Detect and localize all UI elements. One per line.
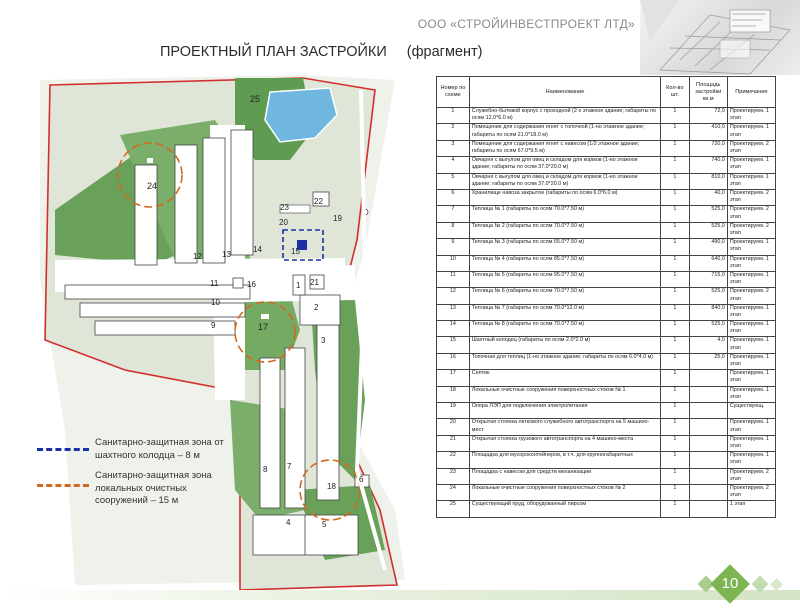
legend-blue-line <box>37 448 89 451</box>
plan-label: 8 <box>263 465 268 474</box>
cell-number: 21 <box>437 435 470 451</box>
cell-number: 5 <box>437 173 470 189</box>
cell-note: Проектируем. 2 этап <box>727 288 775 304</box>
cell-name: Теплица № 7 (габариты по осям 70.0*12.0 м) <box>469 304 660 320</box>
plan-label: 17 <box>258 322 269 332</box>
cell-name: Открытая стоянка грузового автотранспорта на 4 машино-места <box>469 435 660 451</box>
cell-name: Шахтный колодец (габариты по осям 2.0*2.0 м) <box>469 337 660 353</box>
cell-note: Проектируем. 2 этап <box>727 468 775 484</box>
cell-count: 1 <box>661 419 689 435</box>
cell-number: 3 <box>437 140 470 156</box>
decorative-diamond <box>770 578 783 591</box>
company-name: ООО «СТРОЙИНВЕСТПРОЕКТ ЛТД» <box>417 17 635 31</box>
plan-label: 15 <box>291 247 300 256</box>
cell-number: 14 <box>437 321 470 337</box>
cell-area: 640,0 <box>689 255 727 271</box>
table-row <box>437 140 776 156</box>
cell-area: 4,0 <box>689 337 727 353</box>
cell-count: 1 <box>661 501 689 517</box>
plan-label: 24 <box>147 181 158 191</box>
table-row <box>437 468 776 484</box>
cell-number: 13 <box>437 304 470 320</box>
plan-label: 6 <box>359 475 364 484</box>
table-row <box>437 124 776 140</box>
cell-number: 8 <box>437 222 470 238</box>
building-schedule-table <box>436 76 776 560</box>
cell-number: 7 <box>437 206 470 222</box>
table-row <box>437 435 776 451</box>
cell-name: Локальные очистные сооружения поверхностных стоков № 2 <box>469 484 660 500</box>
cell-note: Проектируем. 1 этап <box>727 386 775 402</box>
cell-area: 720,0 <box>689 140 727 156</box>
cell-area: 72,0 <box>689 108 727 124</box>
cell-area <box>689 452 727 468</box>
cell-note: Существующ. <box>727 403 775 419</box>
cell-note: 1 этап <box>727 501 775 517</box>
table-row <box>437 353 776 369</box>
cell-area <box>689 501 727 517</box>
cell-note: Проектируем. 1 этап <box>727 239 775 255</box>
cell-area <box>689 419 727 435</box>
cell-note: Проектируем. 2 этап <box>727 222 775 238</box>
cell-number: 9 <box>437 239 470 255</box>
cell-count: 1 <box>661 353 689 369</box>
cell-name: Локальные очистные сооружения поверхностных стоков № 1 <box>469 386 660 402</box>
table-row <box>437 321 776 337</box>
table-row <box>437 386 776 402</box>
header-note: Примечание <box>727 77 775 108</box>
cell-note: Проектируем. 1 этап <box>727 435 775 451</box>
table-row <box>437 484 776 500</box>
title-fragment: (фрагмент) <box>406 44 483 60</box>
cell-number: 19 <box>437 403 470 419</box>
cell-count: 1 <box>661 271 689 287</box>
cell-number: 20 <box>437 419 470 435</box>
cell-number: 23 <box>437 468 470 484</box>
cell-area: 25,0 <box>689 353 727 369</box>
cell-name: Теплица № 4 (габариты по осям 85.0*7.50 м) <box>469 255 660 271</box>
cell-note: Проектируем. 2 этап <box>727 189 775 205</box>
cell-count: 1 <box>661 484 689 500</box>
legend-orange-text: Санитарно-защитная зона локальных очистных сооружений – 15 м <box>95 470 212 506</box>
cell-count: 1 <box>661 173 689 189</box>
table-row <box>437 271 776 287</box>
cell-number: 17 <box>437 370 470 386</box>
cell-number: 11 <box>437 271 470 287</box>
cell-note: Проектируем. 1 этап <box>727 255 775 271</box>
cell-name: Теплица № 8 (габариты по осям 70.0*7.50 м) <box>469 321 660 337</box>
legend-orange-line <box>37 484 89 487</box>
cell-name: Овчарня с выгулом для овец и складом для кормов (1-но этажное здание; габариты по осям 37.0*20.0 м) <box>469 157 660 173</box>
cell-number: 10 <box>437 255 470 271</box>
cell-count: 1 <box>661 206 689 222</box>
cell-area <box>689 484 727 500</box>
cell-area: 410,0 <box>689 124 727 140</box>
cell-note: Проектируем. 1 этап <box>727 271 775 287</box>
cell-area <box>689 386 727 402</box>
cell-number: 22 <box>437 452 470 468</box>
cell-area: 810,0 <box>689 173 727 189</box>
table-row <box>437 288 776 304</box>
table-row <box>437 452 776 468</box>
cell-name: Открытая стоянка легкового служебного автотранспорта на 5 машино-мест <box>469 419 660 435</box>
plan-label: 4 <box>286 518 291 527</box>
table-row <box>437 304 776 320</box>
table-row <box>437 337 776 353</box>
cell-note: Проектируем. 1 этап <box>727 173 775 189</box>
table-row <box>437 157 776 173</box>
table-row <box>437 403 776 419</box>
cell-area <box>689 435 727 451</box>
plan-label: 16 <box>247 280 256 289</box>
cell-area: 525,0 <box>689 321 727 337</box>
table-row <box>437 173 776 189</box>
cell-area: 840,0 <box>689 304 727 320</box>
cell-note: Проектируем. 1 этап <box>727 108 775 124</box>
plan-label: 25 <box>250 94 261 104</box>
cell-note: Проектируем. 1 этап <box>727 370 775 386</box>
cell-count: 1 <box>661 435 689 451</box>
cell-count: 1 <box>661 189 689 205</box>
cell-name: Теплица № 1 (габариты по осям 70.0*7.50 м) <box>469 206 660 222</box>
cell-number: 18 <box>437 386 470 402</box>
plan-label: 18 <box>327 482 336 491</box>
plan-label: 23 <box>280 203 289 212</box>
cell-count: 1 <box>661 304 689 320</box>
cell-name: Септик <box>469 370 660 386</box>
table-row <box>437 419 776 435</box>
plan-label: 3 <box>321 336 326 345</box>
cell-name: Теплица № 5 (габариты по осям 95.0*7.50 м) <box>469 271 660 287</box>
cell-area: 525,0 <box>689 222 727 238</box>
cell-note: Проектируем. 2 этап <box>727 140 775 156</box>
cell-count: 1 <box>661 288 689 304</box>
cell-count: 1 <box>661 386 689 402</box>
page-number: 10 <box>721 575 739 592</box>
cell-note: Проектируем. 1 этап <box>727 452 775 468</box>
plan-label: 19 <box>333 214 342 223</box>
cell-name: Теплица № 2 (габариты по осям 70.0*7.50 м) <box>469 222 660 238</box>
plan-label: 12 <box>193 252 202 261</box>
cell-note: Проектируем. 1 этап <box>727 157 775 173</box>
cell-name: Теплица № 3 (габариты по осям 65.0*7.50 м) <box>469 239 660 255</box>
cell-name: Хранилище навоза закрытое (габариты по осям 6.0*6.0 м) <box>469 189 660 205</box>
cell-area <box>689 370 727 386</box>
cell-note: Проектируем. 2 этап <box>727 484 775 500</box>
plan-label: 1 <box>296 281 301 290</box>
cell-number: 15 <box>437 337 470 353</box>
cell-area: 715,0 <box>689 271 727 287</box>
cell-count: 1 <box>661 337 689 353</box>
cell-count: 1 <box>661 452 689 468</box>
table-row <box>437 222 776 238</box>
legend-blue-text: Санитарно-защитная зона от шахтного колодца – 8 м <box>95 437 224 461</box>
table-row <box>437 501 776 517</box>
cell-count: 1 <box>661 222 689 238</box>
plan-label: 21 <box>310 278 319 287</box>
cell-number: 25 <box>437 501 470 517</box>
plan-label: 9 <box>211 321 216 330</box>
plan-label: 14 <box>253 245 262 254</box>
table-row <box>437 370 776 386</box>
cell-count: 1 <box>661 140 689 156</box>
cell-area: 40,0 <box>689 189 727 205</box>
cell-name: Площадка с навесом для средств механизации <box>469 468 660 484</box>
cell-name: Овчарня с выгулом для овец и складом для кормов (1-но этажное здание; габариты по осям 37.0*20.0 м) <box>469 173 660 189</box>
cell-number: 12 <box>437 288 470 304</box>
plan-label: 7 <box>287 462 292 471</box>
cell-note: Проектируем. 1 этап <box>727 321 775 337</box>
cell-name: Теплица № 6 (габариты по осям 70.0*7.50 м) <box>469 288 660 304</box>
cell-count: 1 <box>661 157 689 173</box>
cell-count: 1 <box>661 468 689 484</box>
cell-number: 4 <box>437 157 470 173</box>
cell-name: Существующий пруд, оборудованный пирсом <box>469 501 660 517</box>
table-row <box>437 108 776 124</box>
table-row <box>437 206 776 222</box>
plan-label: 20 <box>279 218 288 227</box>
table-row <box>437 239 776 255</box>
cell-count: 1 <box>661 124 689 140</box>
site-plan-map <box>35 70 427 595</box>
cell-count: 1 <box>661 403 689 419</box>
cell-note: Проектируем. 1 этап <box>727 304 775 320</box>
plan-label: 11 <box>210 279 219 288</box>
cell-number: 24 <box>437 484 470 500</box>
cell-name: Площадка для мусороконтейнеров, в т.ч. для крупногабаритных <box>469 452 660 468</box>
cell-name: Топочная для теплиц (1-но этажное здание; габариты по осям 6.0*4.0 м) <box>469 353 660 369</box>
header-count: Кол-во шт. <box>661 77 689 108</box>
cell-area: 525,0 <box>689 288 727 304</box>
cell-area <box>689 403 727 419</box>
cell-count: 1 <box>661 321 689 337</box>
cell-name: Опора ЛЭП для подключения электропитания <box>469 403 660 419</box>
cell-count: 1 <box>661 370 689 386</box>
table-row <box>437 189 776 205</box>
cell-name: Служебно-бытовой корпус с проходной (2-х этажное здание; габариты по осям 12.0*6.0 м) <box>469 108 660 124</box>
cell-count: 1 <box>661 108 689 124</box>
header-area: Площадь застройки кв.м <box>689 77 727 108</box>
cell-count: 1 <box>661 239 689 255</box>
plan-label: 2 <box>314 303 319 312</box>
title-main: ПРОЕКТНЫЙ ПЛАН ЗАСТРОЙКИ <box>160 44 387 60</box>
page-number-badge <box>710 564 750 604</box>
cell-area: 490,0 <box>689 239 727 255</box>
header-name: Наименование <box>469 77 660 108</box>
cell-name: Помещение для содержания ягнят с навесом (1/2 этажное здание; габариты по осям 67.0*9.5 м) <box>469 140 660 156</box>
cell-note: Проектируем. 2 этап <box>727 206 775 222</box>
plan-label: 5 <box>322 520 327 529</box>
cell-note: Проектируем. 1 этап <box>727 337 775 353</box>
cell-number: 16 <box>437 353 470 369</box>
table-header-row <box>437 77 776 108</box>
cell-name: Помещение для содержания ягнят с топочной (1-но этажное здание; габариты по осям 21.0*18.0 м) <box>469 124 660 140</box>
cell-count: 1 <box>661 255 689 271</box>
header-number: Номер по схеме <box>437 77 470 108</box>
cell-number: 2 <box>437 124 470 140</box>
footer-bar <box>0 590 800 600</box>
page-title <box>160 44 482 60</box>
cell-number: 6 <box>437 189 470 205</box>
plan-label: 13 <box>222 250 231 259</box>
cell-note: Проектируем. 1 этап <box>727 124 775 140</box>
cell-number: 1 <box>437 108 470 124</box>
plan-label: 10 <box>211 298 220 307</box>
cell-area: 740,0 <box>689 157 727 173</box>
cell-note: Проектируем. 1 этап <box>727 419 775 435</box>
cell-area <box>689 468 727 484</box>
plan-label: 22 <box>314 197 323 206</box>
table-row <box>437 255 776 271</box>
header-drawing-image <box>640 0 800 75</box>
cell-note: Проектируем. 1 этап <box>727 353 775 369</box>
cell-area: 525,0 <box>689 206 727 222</box>
